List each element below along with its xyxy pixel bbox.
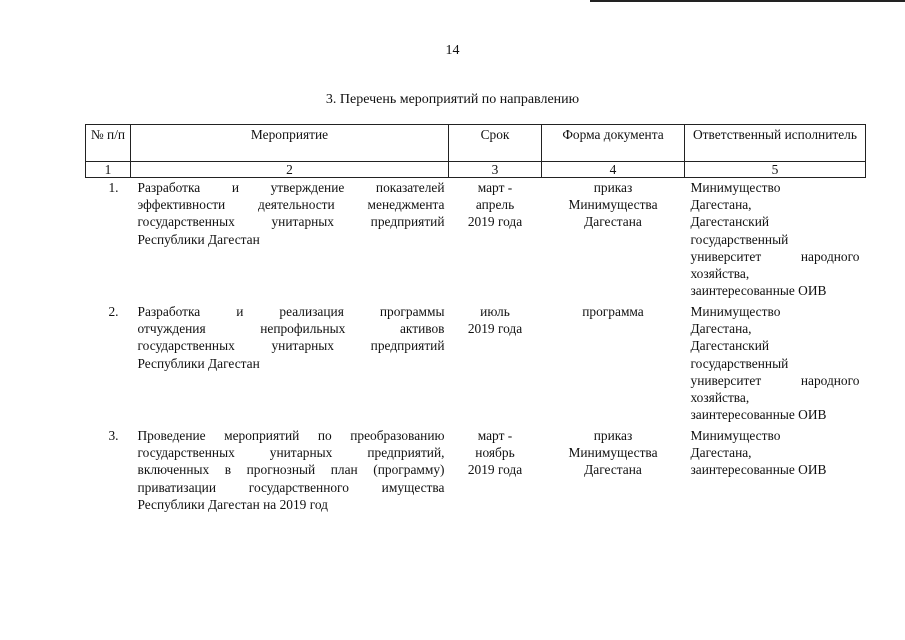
event-line: государственных унитарных предприятий — [137, 338, 445, 354]
column-number: 1 — [86, 162, 131, 178]
event-line: государственных унитарных предприятий — [137, 214, 445, 230]
column-number: 5 — [685, 162, 866, 178]
table-row — [86, 302, 866, 426]
event-line: Республики Дагестан на 2019 год — [137, 496, 328, 512]
form-line: приказ — [593, 180, 633, 195]
term-line: апрель — [475, 197, 515, 213]
header-responsible: Ответственный исполнитель — [685, 125, 866, 162]
form-line: приказ — [593, 428, 633, 443]
term-line: 2019 года — [467, 462, 523, 478]
document-form-cell — [542, 178, 685, 303]
form-line: программа — [582, 304, 644, 319]
responsible-line: Дагестана, — [690, 197, 752, 213]
column-number: 4 — [542, 162, 685, 178]
header-term: Срок — [449, 125, 542, 162]
responsible-line: Дагестанский — [690, 338, 770, 354]
responsible-line: Дагестана, — [690, 321, 752, 337]
event-line: Разработка и утверждение показателей — [137, 180, 445, 195]
header-number: № п/п — [86, 125, 131, 162]
event-cell — [131, 302, 449, 426]
responsible-cell — [685, 178, 866, 303]
responsible-line: Минимущество — [690, 428, 781, 443]
top-rule — [590, 0, 905, 2]
event-line: Разработка и реализация программы — [137, 304, 445, 319]
term-line: 2019 года — [467, 321, 523, 337]
document-form-cell — [542, 302, 685, 426]
header-row — [86, 125, 866, 162]
form-line: Дагестана — [584, 462, 642, 478]
event-cell — [131, 426, 449, 528]
term-line: март - — [477, 428, 513, 443]
responsible-line: Дагестана, — [690, 445, 752, 461]
row-number: 3. — [108, 428, 119, 443]
table-row — [86, 178, 866, 303]
term-line: ноябрь — [475, 445, 515, 461]
column-number: 2 — [131, 162, 449, 178]
header-document-form: Форма документа — [542, 125, 685, 162]
responsible-cell — [685, 426, 866, 528]
event-line: включенных в прогнозный план (программу) — [137, 462, 445, 478]
form-line: Минимущества — [568, 445, 658, 461]
responsible-line: университет народного — [690, 372, 860, 388]
responsible-line: заинтересованные ОИВ — [690, 462, 827, 478]
event-line: приватизации государственного имущества — [137, 479, 445, 495]
column-number: 3 — [449, 162, 542, 178]
term-line: 2019 года — [467, 214, 523, 230]
header-event: Мероприятие — [131, 125, 449, 162]
event-line: государственных унитарных предприятий, — [137, 445, 445, 461]
responsible-line: заинтересованные ОИВ — [690, 407, 827, 423]
row-number: 1. — [108, 180, 119, 195]
table-row — [86, 426, 866, 528]
column-numbers-row — [86, 162, 866, 178]
event-line: отчуждения непрофильных активов — [137, 321, 445, 337]
term-cell — [449, 426, 542, 528]
responsible-line: хозяйства, — [690, 390, 750, 406]
responsible-cell — [685, 302, 866, 426]
responsible-line: Минимущество — [690, 304, 781, 319]
event-line: Республики Дагестан — [137, 355, 260, 371]
section-title: 3. Перечень мероприятий по направлению — [325, 92, 580, 107]
page-number: 14 — [445, 43, 460, 58]
term-cell — [449, 302, 542, 426]
responsible-line: хозяйства, — [690, 266, 750, 282]
responsible-line: университет народного — [690, 248, 860, 264]
row-number: 2. — [108, 304, 119, 319]
term-line: март - — [477, 180, 513, 195]
form-line: Дагестана — [584, 214, 642, 230]
responsible-line: государственный — [690, 355, 789, 371]
event-line: эффективности деятельности менеджмента — [137, 197, 445, 213]
document-form-cell — [542, 426, 685, 528]
responsible-line: заинтересованные ОИВ — [690, 283, 827, 299]
event-line: Республики Дагестан — [137, 231, 260, 247]
responsible-line: Минимущество — [690, 180, 781, 195]
form-line: Минимущества — [568, 197, 658, 213]
responsible-line: государственный — [690, 231, 789, 247]
activities-table — [85, 124, 866, 528]
event-cell — [131, 178, 449, 303]
term-line: июль — [480, 304, 510, 319]
event-line: Проведение мероприятий по преобразованию — [137, 428, 445, 443]
responsible-line: Дагестанский — [690, 214, 770, 230]
term-cell — [449, 178, 542, 303]
